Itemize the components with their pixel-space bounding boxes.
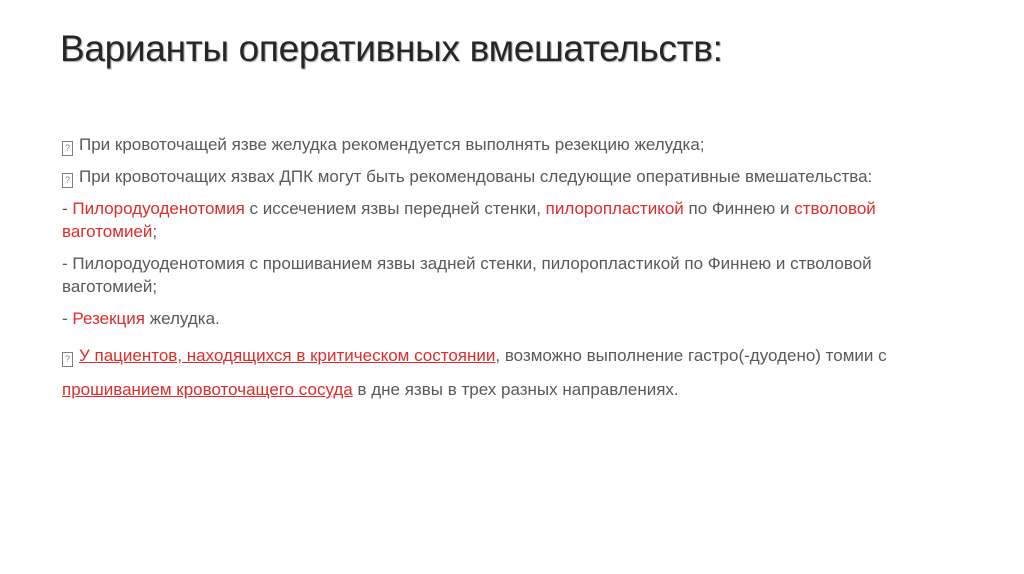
paragraph-1-text: При кровоточащей язве желудка рекомендуется выполнять резекцию желудка; bbox=[79, 135, 705, 154]
slide-title: Варианты оперативных вмешательств: bbox=[60, 28, 723, 69]
highlight-vessel-suturing: прошиванием кровоточащего сосуда bbox=[62, 380, 353, 399]
paragraph-4-text: - Пилородуоденотомия с прошиванием язвы задней стенки, пилоропластикой по Финнею и стволовой ваготомией; bbox=[62, 254, 872, 296]
highlight-resection: Резекция bbox=[72, 309, 145, 328]
dash: - bbox=[62, 309, 73, 328]
dash: - bbox=[62, 199, 73, 218]
paragraph-2-text: При кровоточащих язвах ДПК могут быть рекомендованы следующие оперативные вмешательства: bbox=[79, 167, 873, 186]
paragraph-3 bbox=[62, 197, 942, 243]
highlight-critical-patients: У пациентов, находящихся в критическом состоянии bbox=[79, 346, 496, 365]
paragraph-3-text-1: с иссечением язвы передней стенки, bbox=[244, 199, 546, 218]
paragraph-4 bbox=[62, 252, 942, 298]
paragraph-1 bbox=[62, 133, 942, 156]
paragraph-6-text-1: , возможно выполнение гастро(-дуодено) томии с bbox=[495, 346, 887, 365]
paragraph-5-text: желудка. bbox=[145, 309, 220, 328]
paragraph-2 bbox=[62, 165, 942, 188]
paragraph-3-text-2: по Финнею и bbox=[683, 199, 795, 218]
highlight-pyloroduodenotomy: Пилородуоденотомия bbox=[72, 199, 245, 218]
highlight-pyloroplasty: пилоропластикой bbox=[545, 199, 684, 218]
paragraph-5 bbox=[62, 307, 942, 330]
highlight-truncal-vagotomy: стволовой ваготомией bbox=[62, 199, 876, 241]
paragraph-6-text-2: в дне язвы в трех разных направлениях. bbox=[352, 380, 679, 399]
missing-glyph-icon: ? bbox=[62, 352, 73, 367]
paragraph-3-text-3: ; bbox=[152, 222, 158, 241]
paragraph-6 bbox=[62, 339, 942, 407]
missing-glyph-icon: ? bbox=[62, 141, 73, 156]
missing-glyph-icon: ? bbox=[62, 173, 73, 188]
slide-body bbox=[62, 133, 942, 407]
